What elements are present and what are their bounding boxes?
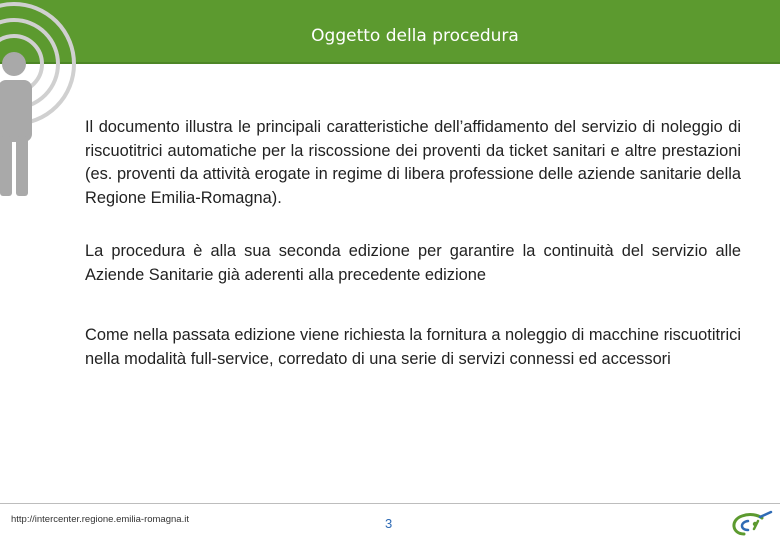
page-number: 3 — [385, 516, 393, 531]
footer-url-link[interactable]: http://intercenter.regione.emilia-romagna.it — [11, 514, 189, 525]
paragraph-2: La procedura è alla sua seconda edizione per garantire la continuità del servizio alle Aziende Sanitarie già aderenti alla precedente edizione — [85, 242, 741, 284]
slide-title: Oggetto della procedura — [311, 26, 519, 46]
paragraph-3: Come nella passata edizione viene richiesta la fornitura a noleggio di macchine riscuotitrici nella modalità full-service, corredato di una serie di servizi connessi ed accessori — [85, 326, 741, 368]
footer-divider — [0, 503, 780, 504]
intercenter-logo-icon — [724, 508, 776, 538]
paragraph-1: Il documento illustra le principali caratteristiche dell’affidamento del servizio di noleggio di riscuotitrici automatiche per la riscossione dei proventi da ticket sanitari e altre prestazioni (es. proventi da attività erogate in regime di libera professione delle aziende sanitarie della Regione Emilia-Romagna). — [85, 118, 741, 207]
slide-body — [85, 116, 741, 371]
